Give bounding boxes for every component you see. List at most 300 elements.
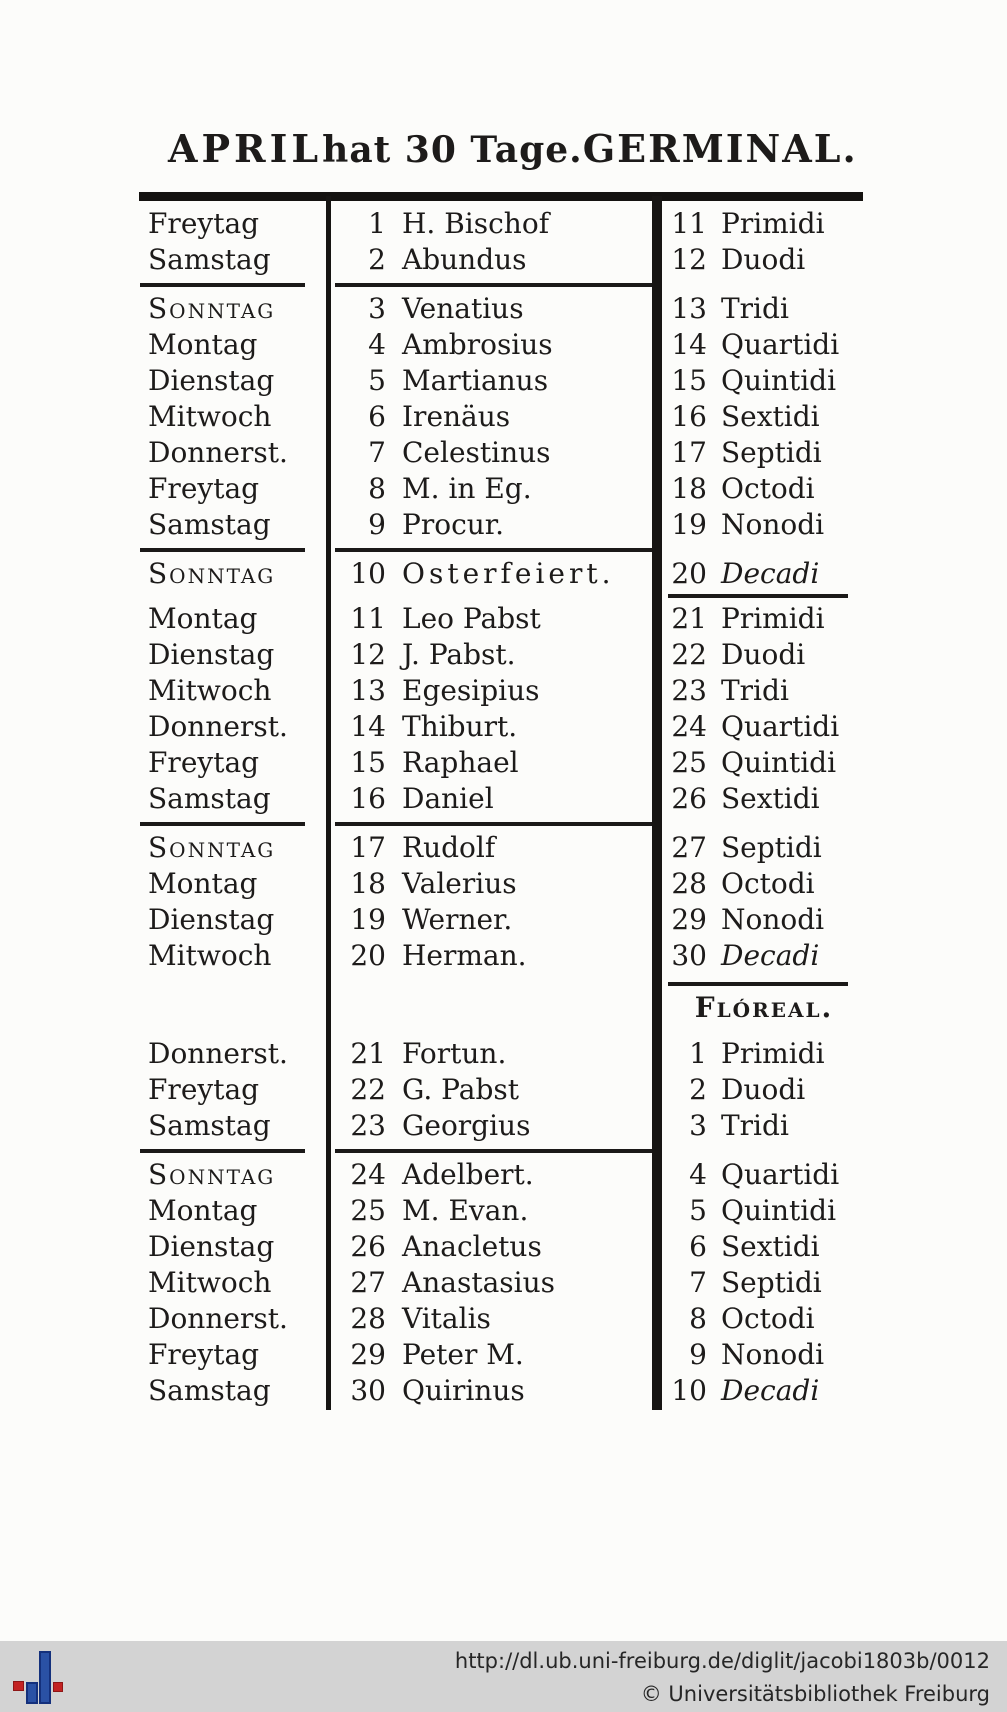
weekday-label: Montag: [148, 1194, 258, 1227]
calendar-day-row: [140, 399, 863, 435]
saint-name: Valerius: [402, 867, 517, 900]
republican-day-number: 22: [671, 638, 707, 671]
republican-cell: [655, 601, 863, 637]
gregorian-day-number: 3: [368, 292, 386, 325]
weekday-cell: [140, 1265, 328, 1301]
weekday-cell: [140, 745, 328, 781]
gregorian-day-number: 16: [350, 782, 386, 815]
saint-name: Anastasius: [402, 1266, 555, 1299]
weekday-cell: [140, 866, 328, 902]
weekday-label: Mitwoch: [148, 1266, 272, 1299]
republican-day-number: 9: [689, 1338, 707, 1371]
calendar-day-row: [140, 363, 863, 399]
republican-day-number: 26: [671, 782, 707, 815]
weekday-label: Donnerst.: [148, 436, 288, 469]
saint-cell: [328, 745, 655, 781]
saint-cell: [328, 673, 655, 709]
saint-cell: [328, 556, 655, 592]
logo-blue-bar-tall: [39, 1651, 51, 1704]
weekday-label: Samstag: [148, 1374, 271, 1407]
weekday-cell: [140, 637, 328, 673]
calendar-day-row: [140, 1301, 863, 1337]
gregorian-day-number: 26: [350, 1230, 386, 1263]
republican-cell: [655, 902, 863, 938]
republican-cell: [655, 471, 863, 507]
weekday-label: Freytag: [148, 207, 260, 240]
republican-month-header-cell: [655, 974, 863, 1036]
gregorian-day-number: 19: [350, 903, 386, 936]
republican-day-name: Primidi: [721, 207, 825, 240]
weekday-label: Mitwoch: [148, 674, 272, 707]
saint-name: Thiburt.: [402, 710, 518, 743]
republican-day-number: 10: [671, 1374, 707, 1407]
republican-day-number: 21: [671, 602, 707, 635]
logo-red-square-right: [53, 1682, 63, 1692]
saint-cell: [328, 1108, 655, 1144]
republican-day-name: Decadi: [721, 1374, 820, 1407]
saint-name: Abundus: [402, 243, 527, 276]
republican-cell: [655, 745, 863, 781]
saint-name: Herman.: [402, 939, 527, 972]
saint-name: M. in Eg.: [402, 472, 532, 505]
republican-day-name: Tridi: [721, 1109, 789, 1142]
weekday-divider-line: [140, 278, 328, 291]
saint-name: Osterfeiert.: [402, 557, 615, 590]
republican-cell: [655, 556, 863, 592]
saint-name: Anacletus: [402, 1230, 542, 1263]
weekday-label: Freytag: [148, 746, 260, 779]
weekday-cell: [140, 399, 328, 435]
calendar-day-row: [140, 327, 863, 363]
calendar-day-row: [140, 1157, 863, 1193]
republican-day-name: Quintidi: [721, 364, 837, 397]
calendar-table: [140, 206, 863, 1409]
gregorian-day-number: 25: [350, 1194, 386, 1227]
saint-name: Procur.: [402, 508, 505, 541]
calendar-day-row: [140, 745, 863, 781]
saint-name: Quirinus: [402, 1374, 525, 1407]
weekday-label: Dienstag: [148, 364, 275, 397]
republican-day-number: 3: [689, 1109, 707, 1142]
republican-day-number: 30: [671, 939, 707, 972]
weekday-label: Freytag: [148, 1073, 260, 1106]
republican-day-number: 29: [671, 903, 707, 936]
republican-day-name: Duodi: [721, 1073, 806, 1106]
republican-day-number: 12: [671, 243, 707, 276]
republican-day-number: 11: [671, 207, 707, 240]
republican-day-name: Decadi: [721, 939, 820, 972]
gregorian-day-number: 9: [368, 508, 386, 541]
saint-name: Peter M.: [402, 1338, 524, 1371]
weekday-label: Sonntag: [148, 1158, 276, 1191]
weekday-cell: [140, 830, 328, 866]
saint-name: Ambrosius: [402, 328, 553, 361]
weekday-cell: [140, 363, 328, 399]
weekday-cell: [140, 206, 328, 242]
weekday-label: Donnerst.: [148, 1037, 288, 1070]
saint-cell: [328, 1265, 655, 1301]
saint-name: H. Bischof: [402, 207, 550, 240]
gregorian-day-number: 18: [350, 867, 386, 900]
footer-copyright: © Universitätsbibliothek Freiburg: [640, 1682, 990, 1706]
saint-name: Fortun.: [402, 1037, 507, 1070]
saint-name: Martianus: [402, 364, 549, 397]
saint-name: Adelbert.: [402, 1158, 534, 1191]
saint-name: Leo Pabst: [402, 602, 541, 635]
saint-name: Daniel: [402, 782, 494, 815]
gregorian-day-number: 15: [350, 746, 386, 779]
saint-cell: [328, 242, 655, 278]
republican-cell: [655, 291, 863, 327]
calendar-day-row: [140, 1193, 863, 1229]
republican-day-number: 4: [689, 1158, 707, 1191]
republican-cell: [655, 507, 863, 543]
gregorian-day-number: 24: [350, 1158, 386, 1191]
republican-day-number: 6: [689, 1230, 707, 1263]
republican-day-name: Quartidi: [721, 1158, 840, 1191]
weekday-cell: [140, 1072, 328, 1108]
republican-cell: [655, 242, 863, 278]
republican-cell: [655, 1337, 863, 1373]
saint-name: Irenäus: [402, 400, 511, 433]
week-divider-row: [140, 1144, 863, 1157]
weekday-cell: [140, 471, 328, 507]
empty-cell: [655, 1144, 863, 1157]
republican-cell: [655, 1036, 863, 1072]
saint-cell: [328, 938, 655, 974]
saint-cell: [328, 601, 655, 637]
republican-day-number: 16: [671, 400, 707, 433]
republican-cell: [655, 830, 863, 866]
republican-day-number: 27: [671, 831, 707, 864]
decade-divider-row: [140, 592, 863, 601]
footer-bar: [0, 1641, 1007, 1712]
republican-day-number: 28: [671, 867, 707, 900]
republican-cell: [655, 938, 863, 974]
republican-day-number: 23: [671, 674, 707, 707]
gregorian-day-number: 1: [368, 207, 386, 240]
republican-day-name: Sextidi: [721, 782, 820, 815]
week-divider-row: [140, 278, 863, 291]
calendar-day-row: [140, 709, 863, 745]
gregorian-day-number: 23: [350, 1109, 386, 1142]
empty-cell: [655, 278, 863, 291]
saint-name: Venatius: [402, 292, 524, 325]
gregorian-day-number: 8: [368, 472, 386, 505]
gregorian-day-number: 14: [350, 710, 386, 743]
saint-name: M. Evan.: [402, 1194, 529, 1227]
republican-day-number: 24: [671, 710, 707, 743]
republican-cell: [655, 866, 863, 902]
title-month-german: APRIL: [168, 126, 323, 171]
republican-cell: [655, 781, 863, 817]
saint-divider-line: [328, 1144, 655, 1157]
decade-divider-line: [668, 982, 848, 986]
republican-month-header-row: [140, 974, 863, 1036]
weekday-cell: [140, 1301, 328, 1337]
weekday-label: Donnerst.: [148, 710, 288, 743]
weekday-label: Sonntag: [148, 831, 276, 864]
saint-cell: [328, 363, 655, 399]
gregorian-day-number: 2: [368, 243, 386, 276]
saint-divider-line: [328, 543, 655, 556]
republican-day-number: 20: [671, 557, 707, 590]
gregorian-day-number: 21: [350, 1037, 386, 1070]
saint-name: Egesipius: [402, 674, 540, 707]
saint-cell: [328, 1072, 655, 1108]
weekday-cell: [140, 1193, 328, 1229]
republican-day-number: 25: [671, 746, 707, 779]
gregorian-day-number: 29: [350, 1338, 386, 1371]
republican-day-number: 19: [671, 508, 707, 541]
republican-cell: [655, 363, 863, 399]
republican-divider-line: [655, 592, 863, 601]
gregorian-day-number: 12: [350, 638, 386, 671]
republican-cell: [655, 1157, 863, 1193]
empty-cell: [655, 817, 863, 830]
calendar-day-row: [140, 902, 863, 938]
republican-day-name: Quintidi: [721, 746, 837, 779]
republican-cell: [655, 709, 863, 745]
saint-cell: [328, 206, 655, 242]
republican-day-name: Primidi: [721, 1037, 825, 1070]
republican-day-name: Quartidi: [721, 328, 840, 361]
gregorian-day-number: 28: [350, 1302, 386, 1335]
calendar-day-row: [140, 471, 863, 507]
weekday-cell: [140, 1373, 328, 1409]
calendar-day-row: [140, 938, 863, 974]
logo-red-square-left: [13, 1681, 24, 1691]
gregorian-day-number: 17: [350, 831, 386, 864]
gregorian-day-number: 22: [350, 1073, 386, 1106]
saint-cell: [328, 866, 655, 902]
weekday-cell: [140, 601, 328, 637]
calendar-day-row: [140, 435, 863, 471]
saint-name: Raphael: [402, 746, 519, 779]
saint-cell: [328, 1373, 655, 1409]
calendar-day-row: [140, 507, 863, 543]
gregorian-day-number: 20: [350, 939, 386, 972]
weekday-divider-line: [140, 817, 328, 830]
empty-cell: [140, 592, 328, 601]
republican-cell: [655, 206, 863, 242]
calendar-day-row: [140, 1072, 863, 1108]
weekday-cell: [140, 507, 328, 543]
saint-cell: [328, 830, 655, 866]
gregorian-day-number: 13: [350, 674, 386, 707]
saint-cell: [328, 902, 655, 938]
republican-day-number: 5: [689, 1194, 707, 1227]
republican-day-name: Octodi: [721, 1302, 815, 1335]
republican-cell: [655, 1301, 863, 1337]
republican-day-number: 8: [689, 1302, 707, 1335]
weekday-label: Samstag: [148, 1109, 271, 1142]
weekday-label: Dienstag: [148, 1230, 275, 1263]
universitaetsbibliothek-freiburg-logo: [12, 1641, 82, 1712]
saint-cell: [328, 1193, 655, 1229]
republican-day-name: Septidi: [721, 831, 822, 864]
republican-day-name: Nonodi: [721, 903, 825, 936]
weekday-label: Sonntag: [148, 557, 276, 590]
calendar-day-row: [140, 601, 863, 637]
weekday-label: Donnerst.: [148, 1302, 288, 1335]
weekday-cell: [140, 327, 328, 363]
weekday-cell: [140, 781, 328, 817]
republican-cell: [655, 1072, 863, 1108]
weekday-label: Freytag: [148, 1338, 260, 1371]
saint-divider-line: [328, 278, 655, 291]
republican-cell: [655, 637, 863, 673]
weekday-label: Samstag: [148, 243, 271, 276]
weekday-cell: [140, 1229, 328, 1265]
footer-text: [455, 1648, 990, 1707]
saint-cell: [328, 1157, 655, 1193]
calendar-day-row: [140, 1337, 863, 1373]
republican-day-name: Septidi: [721, 1266, 822, 1299]
weekday-label: Freytag: [148, 472, 260, 505]
republican-cell: [655, 399, 863, 435]
title-month-republican: GERMINAL.: [582, 126, 858, 171]
republican-day-name: Sextidi: [721, 400, 820, 433]
calendar-day-row: [140, 1229, 863, 1265]
week-divider-row: [140, 543, 863, 556]
republican-cell: [655, 327, 863, 363]
republican-day-name: Tridi: [721, 292, 789, 325]
republican-cell: [655, 1108, 863, 1144]
saint-name: G. Pabst: [402, 1073, 519, 1106]
republican-day-name: Nonodi: [721, 1338, 825, 1371]
footer-url: http://dl.ub.uni-freiburg.de/diglit/jacobi1803b/0012: [454, 1649, 990, 1673]
calendar-day-row: [140, 1265, 863, 1301]
saint-divider-line: [328, 817, 655, 830]
week-divider-row: [140, 817, 863, 830]
gregorian-day-number: 5: [368, 364, 386, 397]
calendar-day-row: [140, 206, 863, 242]
republican-cell: [655, 435, 863, 471]
republican-day-number: 1: [689, 1037, 707, 1070]
republican-day-name: Septidi: [721, 436, 822, 469]
republican-cell: [655, 1265, 863, 1301]
weekday-divider-line: [140, 543, 328, 556]
weekday-cell: [140, 938, 328, 974]
calendar-day-row: [140, 830, 863, 866]
weekday-cell: [140, 435, 328, 471]
republican-cell: [655, 673, 863, 709]
republican-cell: [655, 1229, 863, 1265]
republican-day-name: Decadi: [721, 557, 820, 590]
title-day-count: hat 30 Tage.: [322, 129, 583, 171]
republican-day-name: Sextidi: [721, 1230, 820, 1263]
republican-day-name: Duodi: [721, 638, 806, 671]
weekday-label: Samstag: [148, 508, 271, 541]
weekday-label: Mitwoch: [148, 400, 272, 433]
saint-cell: [328, 781, 655, 817]
republican-day-name: Nonodi: [721, 508, 825, 541]
republican-day-name: Quartidi: [721, 710, 840, 743]
weekday-divider-line: [140, 1144, 328, 1157]
republican-day-name: Octodi: [721, 867, 815, 900]
calendar-day-row: [140, 1108, 863, 1144]
republican-day-name: Octodi: [721, 472, 815, 505]
gregorian-day-number: 4: [368, 328, 386, 361]
gregorian-day-number: 27: [350, 1266, 386, 1299]
weekday-cell: [140, 902, 328, 938]
page-title: [168, 126, 858, 173]
gregorian-day-number: 10: [350, 557, 386, 590]
weekday-label: Dienstag: [148, 903, 275, 936]
saint-name: Vitalis: [402, 1302, 491, 1335]
empty-cell: [140, 974, 328, 1036]
empty-cell: [328, 592, 655, 601]
table-top-rule: [139, 192, 863, 201]
weekday-cell: [140, 1157, 328, 1193]
saint-name: Celestinus: [402, 436, 551, 469]
republican-day-name: Duodi: [721, 243, 806, 276]
weekday-cell: [140, 673, 328, 709]
weekday-cell: [140, 709, 328, 745]
weekday-label: Montag: [148, 602, 258, 635]
calendar-day-row: [140, 242, 863, 278]
weekday-label: Mitwoch: [148, 939, 272, 972]
calendar-day-row: [140, 781, 863, 817]
saint-cell: [328, 1301, 655, 1337]
weekday-cell: [140, 242, 328, 278]
weekday-label: Dienstag: [148, 638, 275, 671]
empty-cell: [328, 974, 655, 1036]
saint-cell: [328, 507, 655, 543]
logo-blue-bar-short: [26, 1682, 38, 1704]
gregorian-day-number: 6: [368, 400, 386, 433]
saint-cell: [328, 1337, 655, 1373]
gregorian-day-number: 30: [350, 1374, 386, 1407]
saint-cell: [328, 327, 655, 363]
calendar-day-row: [140, 866, 863, 902]
republican-day-name: Primidi: [721, 602, 825, 635]
republican-day-number: 14: [671, 328, 707, 361]
gregorian-day-number: 11: [350, 602, 386, 635]
weekday-cell: [140, 1036, 328, 1072]
saint-cell: [328, 471, 655, 507]
republican-day-number: 7: [689, 1266, 707, 1299]
saint-name: Rudolf: [402, 831, 496, 864]
saint-cell: [328, 709, 655, 745]
republican-day-number: 2: [689, 1073, 707, 1106]
weekday-cell: [140, 556, 328, 592]
republican-day-number: 13: [671, 292, 707, 325]
gregorian-day-number: 7: [368, 436, 386, 469]
saint-cell: [328, 291, 655, 327]
weekday-label: Montag: [148, 867, 258, 900]
weekday-cell: [140, 1337, 328, 1373]
calendar-day-row: [140, 673, 863, 709]
republican-day-number: 15: [671, 364, 707, 397]
republican-cell: [655, 1193, 863, 1229]
weekday-label: Montag: [148, 328, 258, 361]
weekday-cell: [140, 1108, 328, 1144]
weekday-label: Sonntag: [148, 292, 276, 325]
republican-day-name: Tridi: [721, 674, 789, 707]
saint-name: Werner.: [402, 903, 513, 936]
saint-name: J. Pabst.: [402, 638, 516, 671]
republican-day-number: 17: [671, 436, 707, 469]
republican-cell: [655, 1373, 863, 1409]
republican-day-name: Quintidi: [721, 1194, 837, 1227]
weekday-cell: [140, 291, 328, 327]
saint-cell: [328, 1036, 655, 1072]
saint-name: Georgius: [402, 1109, 531, 1142]
republican-month-label: Flóreal.: [694, 991, 834, 1024]
saint-cell: [328, 435, 655, 471]
